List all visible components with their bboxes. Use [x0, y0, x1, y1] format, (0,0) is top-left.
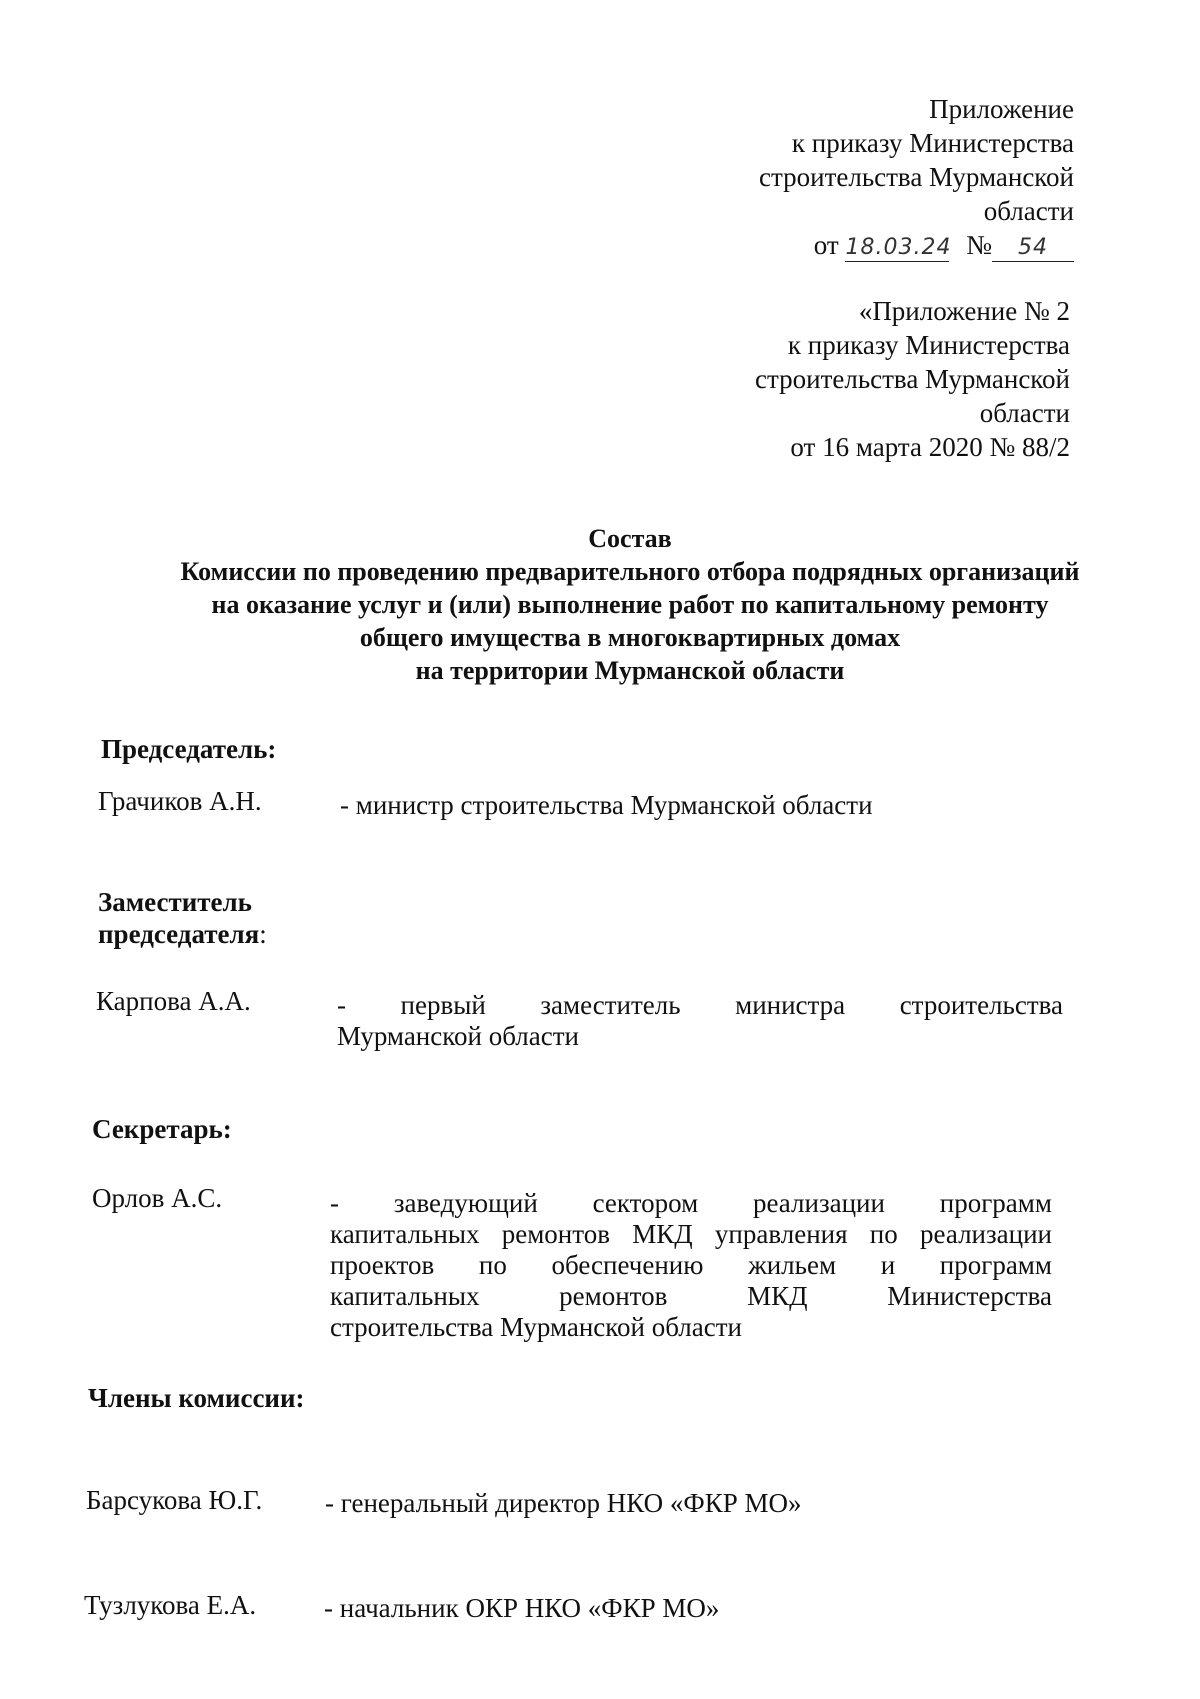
- role-word: первый: [400, 990, 486, 1020]
- annex-line: строительства Мурманской: [759, 162, 1074, 192]
- role-line: [330, 1250, 1052, 1281]
- role-word: проектов: [330, 1250, 435, 1280]
- deputy-role: [337, 990, 1063, 1052]
- member-name: Барсукова Ю.Г.: [86, 1485, 263, 1515]
- annex-line: области: [983, 196, 1074, 226]
- annex-line: Приложение: [929, 94, 1074, 124]
- role-word: МКД: [747, 1281, 808, 1311]
- role-word: жильем: [748, 1250, 837, 1280]
- role-word: -: [337, 990, 346, 1020]
- role-line: [330, 1281, 1052, 1312]
- title-line: Состав: [588, 524, 672, 553]
- annex-line: «Приложение № 2: [858, 296, 1070, 326]
- annex-line: строительства Мурманской: [755, 364, 1070, 394]
- title-line: на оказание услуг и (или) выполнение работ по капитальному ремонту: [211, 590, 1049, 619]
- deputy-heading-colon: :: [259, 919, 267, 949]
- role-line: [337, 990, 1063, 1021]
- members-heading: Члены комиссии:: [88, 1383, 305, 1413]
- annex-line: области: [979, 398, 1070, 428]
- title-line: Комиссии по проведению предварительного отбора подрядных организаций: [180, 557, 1080, 586]
- role-word: строительства: [899, 990, 1063, 1020]
- role-word: программ: [939, 1188, 1052, 1218]
- order-date-handwritten: 18.03.24: [845, 235, 952, 260]
- role-word: сектором: [592, 1188, 699, 1218]
- role-line: строительства Мурманской области: [330, 1312, 742, 1342]
- member-name: Тузлукова Е.А.: [84, 1590, 257, 1620]
- role-word: и: [880, 1250, 896, 1280]
- role-line: [330, 1188, 1052, 1219]
- member-role: - начальник ОКР НКО «ФКР МО»: [324, 1593, 720, 1623]
- role-word: заместитель: [540, 990, 681, 1020]
- deputy-name: Карпова А.А.: [96, 986, 251, 1016]
- role-word: программ: [939, 1250, 1052, 1280]
- role-word: заведующий: [393, 1188, 538, 1218]
- secretary-name: Орлов А.С.: [92, 1183, 223, 1213]
- number-prefix: №: [966, 230, 992, 260]
- chairman-role: - министр строительства Мурманской области: [340, 790, 873, 820]
- role-word: -: [330, 1188, 339, 1218]
- role-word: по: [478, 1250, 507, 1280]
- deputy-heading-line: Заместитель: [98, 887, 252, 917]
- role-word: обеспечению: [551, 1250, 704, 1280]
- annex-line: к приказу Министерства: [791, 128, 1074, 158]
- title-line: общего имущества в многоквартирных домах: [359, 623, 901, 652]
- chairman-name: Грачиков А.Н.: [98, 786, 262, 816]
- role-word: Министерства: [887, 1281, 1052, 1311]
- member-role: - генеральный директор НКО «ФКР МО»: [325, 1488, 802, 1518]
- secretary-role: [330, 1188, 1052, 1343]
- date-prefix: от: [813, 230, 839, 260]
- order-number-handwritten: 54: [992, 235, 1074, 262]
- annex-header: [759, 92, 1074, 262]
- deputy-heading: [98, 886, 267, 950]
- role-word: министра: [735, 990, 846, 1020]
- deputy-heading-line: председателя: [98, 919, 260, 949]
- role-word: капитальных: [330, 1281, 480, 1311]
- annex-line: от 16 марта 2020 № 88/2: [790, 432, 1070, 462]
- order-date-line: [759, 228, 1074, 262]
- secretary-heading: Секретарь:: [92, 1114, 232, 1144]
- original-annex-header: [755, 294, 1070, 464]
- role-line: Мурманской области: [337, 1021, 579, 1051]
- document-title: [60, 522, 1200, 687]
- annex-line: к приказу Министерства: [787, 330, 1070, 360]
- role-word: ремонтов: [559, 1281, 668, 1311]
- role-line: капитальных ремонтов МКД управления по реализации: [330, 1219, 1052, 1249]
- role-word: реализации: [752, 1188, 885, 1218]
- chairman-heading: Председатель:: [101, 734, 277, 764]
- title-line: на территории Мурманской области: [415, 656, 845, 685]
